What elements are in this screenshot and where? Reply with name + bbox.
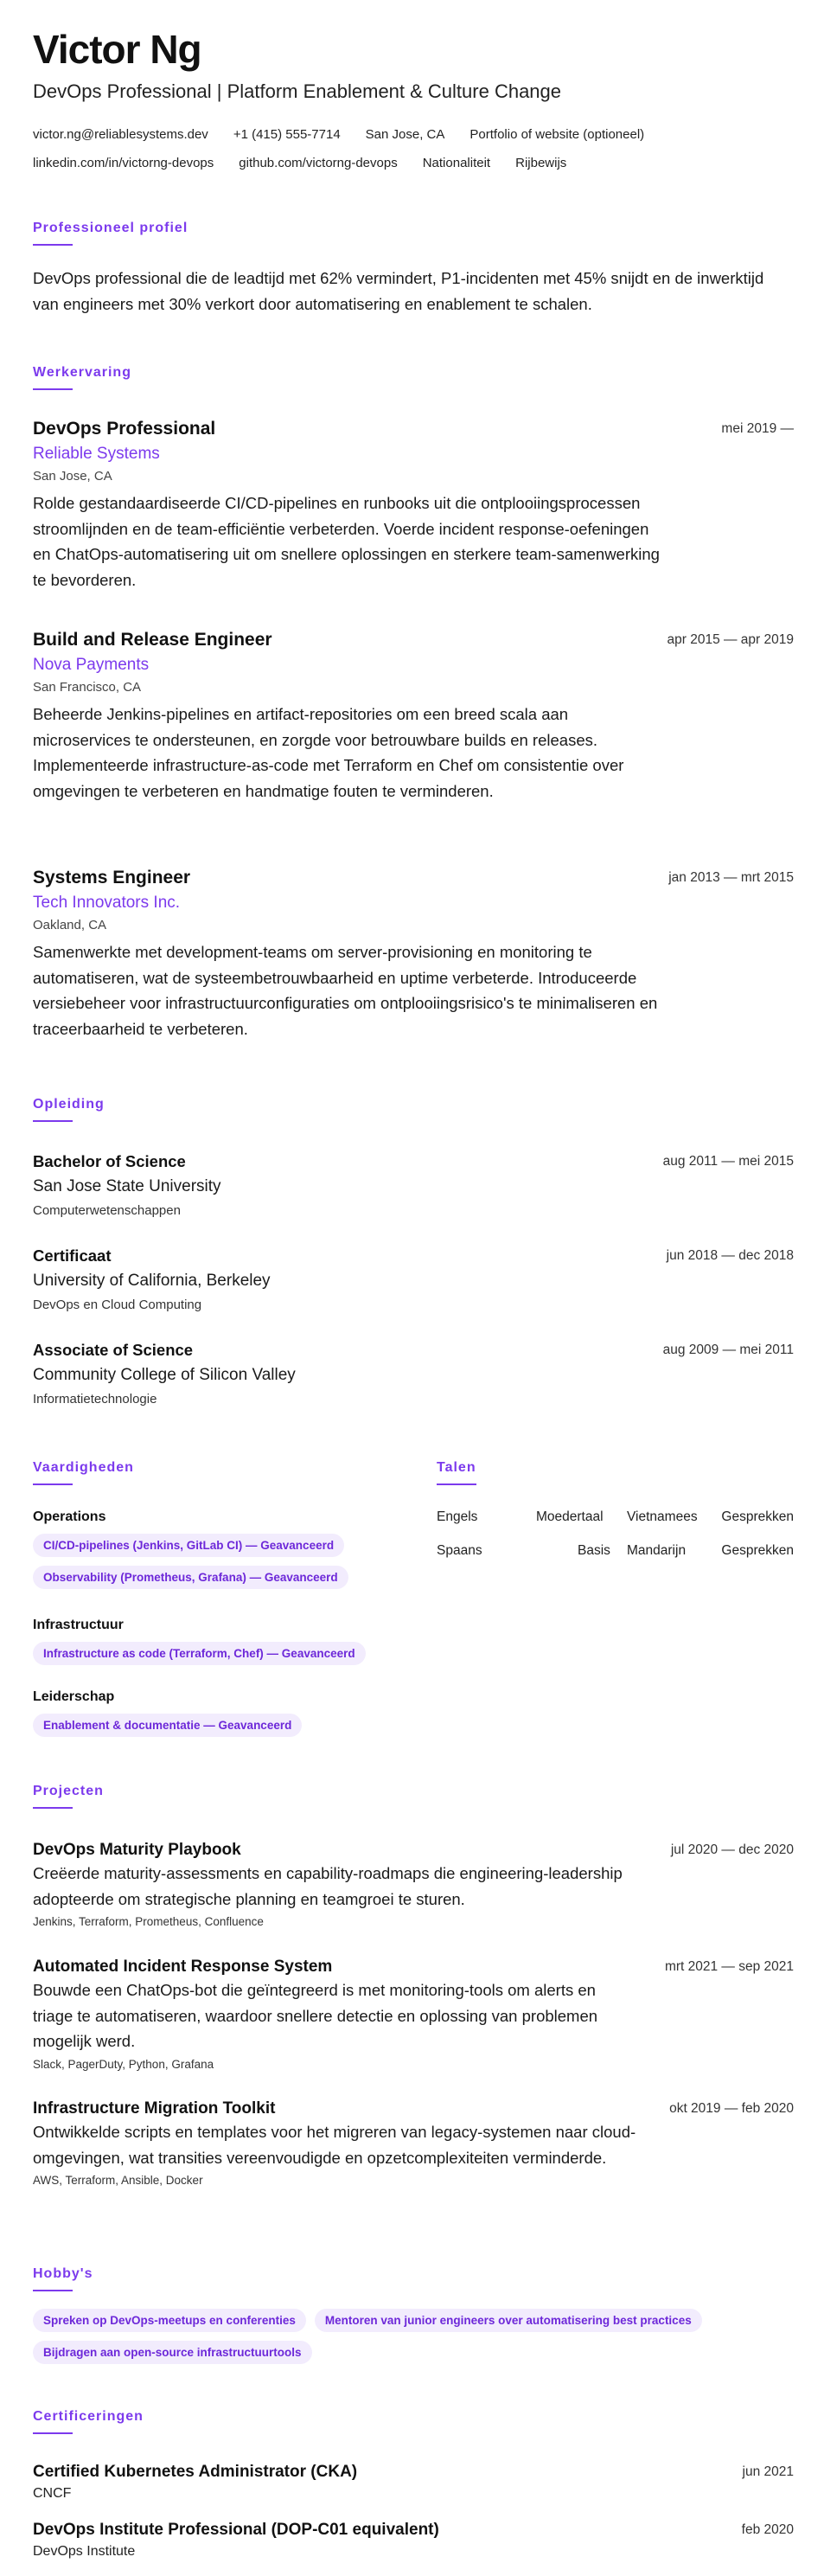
education-entry	[33, 1152, 794, 1218]
skill-group	[33, 1618, 405, 1665]
certification-entry	[33, 2521, 794, 2560]
project-entry	[33, 1958, 794, 2071]
language-name: Engels	[437, 1509, 478, 1524]
section-rule	[33, 388, 73, 390]
job-dates: apr 2015 — apr 2019	[667, 632, 794, 647]
skill-chip: Observability (Prometheus, Grafana) — Geavanceerd	[33, 1566, 348, 1589]
section-title-skills: Vaardigheden	[33, 1460, 134, 1475]
profile-summary: DevOps professional die de leadtijd met 62% vermindert, P1-incidenten met 45% snijdt en de inwerktijd van engineers met 30% verkort door automatisering en enablement te schalen.	[33, 269, 764, 313]
edu-dates: jun 2018 — dec 2018	[666, 1248, 794, 1263]
job-location: San Jose, CA	[33, 469, 112, 484]
experience-entry	[33, 630, 794, 804]
hobby-chips	[33, 2309, 794, 2364]
edu-field: Informatietechnologie	[33, 1392, 157, 1407]
job-location: Oakland, CA	[33, 918, 107, 932]
edu-dates: aug 2011 — mei 2015	[662, 1154, 794, 1169]
skill-chip: Infrastructure as code (Terraform, Chef) — Geavanceerd	[33, 1642, 366, 1665]
project-dates: mrt 2021 — sep 2021	[664, 1959, 794, 1974]
job-dates: mei 2019 —	[721, 421, 794, 436]
project-tags: AWS, Terraform, Ansible, Docker	[33, 2174, 203, 2187]
edu-school: University of California, Berkeley	[33, 1272, 271, 1290]
skill-group-title: Leiderschap	[33, 1689, 115, 1704]
edu-degree: Bachelor of Science	[33, 1152, 186, 1170]
section-title-experience: Werkervaring	[33, 365, 131, 380]
skill-chips	[33, 1714, 405, 1737]
cert-date: feb 2020	[741, 2522, 794, 2537]
job-title: Systems Engineer	[33, 868, 191, 888]
contact-email[interactable]: victor.ng@reliablesystems.dev	[33, 127, 208, 142]
project-tags: Jenkins, Terraform, Prometheus, Confluence	[33, 1915, 264, 1928]
candidate-name: Victor Ng	[33, 27, 201, 72]
experience-entry	[33, 419, 794, 593]
contact-github[interactable]: github.com/victorng-devops	[239, 156, 398, 170]
job-company: Nova Payments	[33, 656, 150, 674]
project-description: Bouwde een ChatOps-bot die geïntegreerd is met monitoring-tools om alerts en triage te automatiseren, waardoor snellere detectie en oplossing van problemen mogelijk werd.	[33, 1981, 598, 2050]
section-title-profile: Professioneel profiel	[33, 221, 188, 235]
skill-group	[33, 1689, 405, 1737]
job-company: Reliable Systems	[33, 445, 160, 463]
project-tags: Slack, PagerDuty, Python, Grafana	[33, 2057, 214, 2071]
project-dates: okt 2019 — feb 2020	[669, 2101, 794, 2116]
edu-degree: Certificaat	[33, 1246, 112, 1265]
language-level: Gesprekken	[721, 1543, 794, 1558]
edu-dates: aug 2009 — mei 2011	[662, 1342, 794, 1357]
contact-phone[interactable]: +1 (415) 555-7714	[233, 127, 341, 142]
hobby-chip: Bijdragen aan open-source infrastructuurtools	[33, 2341, 312, 2364]
job-title: DevOps Professional	[33, 419, 216, 439]
section-rule	[33, 2432, 73, 2434]
language-level: Gesprekken	[721, 1509, 794, 1524]
section-title-education: Opleiding	[33, 1097, 105, 1112]
edu-school: San Jose State University	[33, 1177, 221, 1195]
project-dates: jul 2020 — dec 2020	[670, 1842, 794, 1857]
job-description: Samenwerkte met development-teams om server-provisioning en monitoring te automatiseren, wat de systeembetrouwbaarheid en uptime verbeterde. Introduceerde versiebeheer voor infrastructuurconfiguraties om ontplooiingsrisico's te minimaliseren en traceerbaarheid te verbeteren.	[33, 943, 658, 1038]
skill-group-title: Infrastructuur	[33, 1618, 124, 1632]
job-title: Build and Release Engineer	[33, 630, 272, 650]
skill-chips	[33, 1642, 405, 1665]
job-dates: jan 2013 — mrt 2015	[668, 870, 794, 885]
section-title-hobbies: Hobby's	[33, 2266, 93, 2281]
certification-entry	[33, 2463, 794, 2502]
skill-group-title: Operations	[33, 1509, 106, 1524]
section-rule	[33, 244, 73, 246]
skill-chip: Enablement & documentatie — Geavanceerd	[33, 1714, 302, 1737]
section-rule	[437, 1483, 476, 1485]
edu-school: Community College of Silicon Valley	[33, 1366, 296, 1384]
project-description: Creëerde maturity-assessments en capability-roadmaps die engineering-leadership adopteerde om strategische planning en teamgroei te sturen.	[33, 1864, 623, 1908]
contact-location: San Jose, CA	[365, 127, 445, 142]
project-entry	[33, 2099, 794, 2187]
cert-date: jun 2021	[742, 2464, 794, 2479]
project-title: Infrastructure Migration Toolkit	[33, 2099, 276, 2118]
skill-chip: CI/CD-pipelines (Jenkins, GitLab CI) — Geavanceerd	[33, 1534, 344, 1557]
project-title: Automated Incident Response System	[33, 1958, 333, 1976]
education-entry	[33, 1246, 794, 1312]
skill-chips	[33, 1534, 396, 1589]
job-company: Tech Innovators Inc.	[33, 894, 181, 912]
section-rule	[33, 1120, 73, 1122]
experience-entry	[33, 868, 794, 1041]
contact-row-1	[33, 127, 794, 142]
edu-field: DevOps en Cloud Computing	[33, 1298, 202, 1312]
job-location: San Francisco, CA	[33, 680, 142, 695]
section-title-projects: Projecten	[33, 1784, 104, 1798]
section-rule	[33, 2290, 73, 2291]
section-rule	[33, 1483, 73, 1485]
contact-linkedin[interactable]: linkedin.com/in/victorng-devops	[33, 156, 214, 170]
language-name: Mandarijn	[627, 1543, 687, 1558]
language-level: Moedertaal	[536, 1509, 604, 1524]
project-title: DevOps Maturity Playbook	[33, 1841, 241, 1859]
job-description: Rolde gestandaardiseerde CI/CD-pipelines en runbooks uit die ontplooiingsprocessen stroomlijnden en de team-efficiëntie verbeterden. Voerde incident response-oefeningen en ChatOps-automatisering uit om snellere oplossingen en sterkere team-samenwerking te bevorderen.	[33, 494, 660, 589]
language-name: Spaans	[437, 1543, 482, 1558]
cert-title: DevOps Institute Professional (DOP-C01 equivalent)	[33, 2521, 439, 2539]
candidate-headline: DevOps Professional | Platform Enablement & Culture Change	[33, 80, 562, 102]
edu-field: Computerwetenschappen	[33, 1203, 181, 1218]
cert-issuer: CNCF	[33, 2486, 72, 2501]
skill-group	[33, 1509, 405, 1589]
section-rule	[33, 1807, 73, 1809]
cert-title: Certified Kubernetes Administrator (CKA)	[33, 2463, 358, 2481]
job-description: Beheerde Jenkins-pipelines en artifact-repositories om een breed scala aan microservices te ondersteunen, en zorgde voor betrouwbare builds en releases. Implementeerde infrastructure-as-code met Terraform en Chef om consistentie over omgevingen te verbeteren en handmatige fouten te verminderen.	[33, 705, 624, 800]
contact-nationality: Nationaliteit	[422, 156, 491, 170]
contact-portfolio[interactable]: Portfolio of website (optioneel)	[469, 127, 645, 142]
project-entry	[33, 1841, 794, 1928]
contact-row-2	[33, 156, 794, 170]
section-title-certifications: Certificeringen	[33, 2409, 144, 2424]
edu-degree: Associate of Science	[33, 1341, 194, 1359]
education-entry	[33, 1341, 794, 1407]
hobby-chip: Mentoren van junior engineers over automatisering best practices	[315, 2309, 702, 2332]
contact-license: Rijbewijs	[515, 156, 567, 170]
cert-issuer: DevOps Institute	[33, 2544, 136, 2559]
language-name: Vietnamees	[627, 1509, 698, 1524]
hobby-chip: Spreken op DevOps-meetups en conferenties	[33, 2309, 306, 2332]
project-description: Ontwikkelde scripts en templates voor het migreren van legacy-systemen naar cloud-omgevingen, wat transities vereenvoudigde en opzetcomplexiteiten verminderde.	[33, 2123, 636, 2167]
language-level: Basis	[578, 1543, 610, 1558]
section-title-languages: Talen	[437, 1460, 476, 1475]
